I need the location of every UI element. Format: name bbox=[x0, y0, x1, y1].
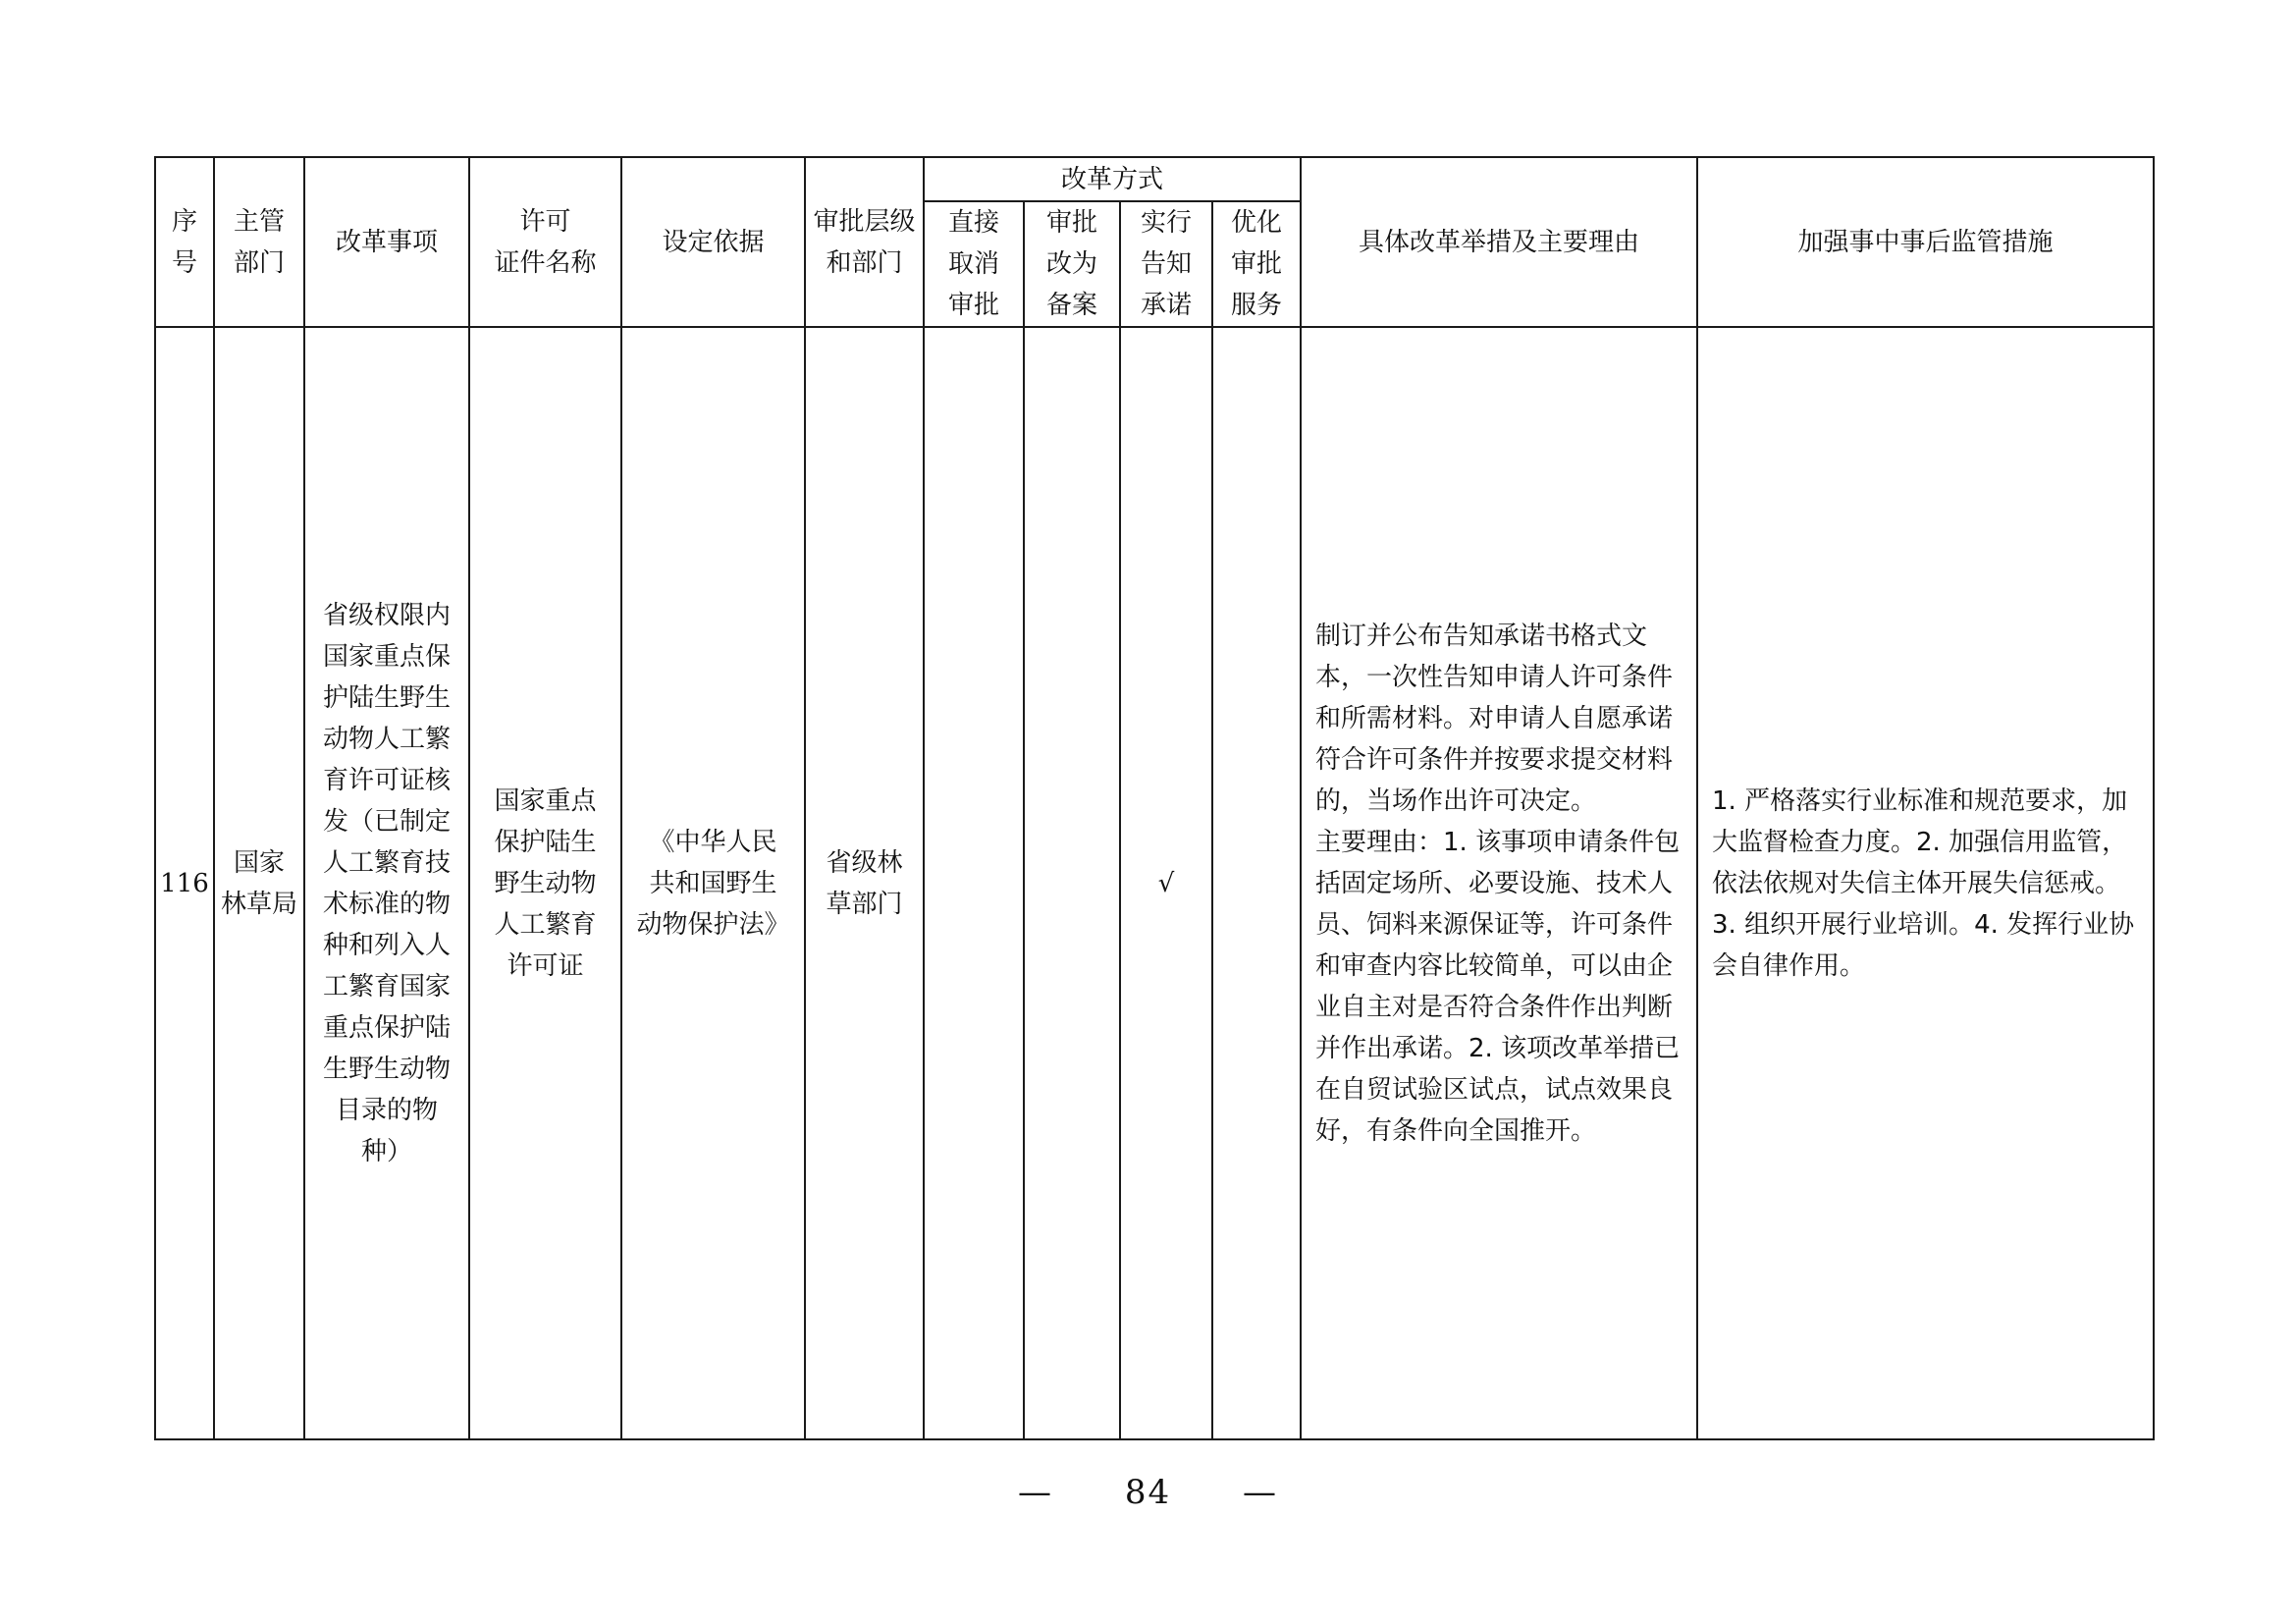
header-dept: 主管 部门 bbox=[214, 157, 304, 327]
header-mode-cancel: 直接 取消 审批 bbox=[924, 201, 1024, 327]
row-seq: 116 bbox=[155, 327, 214, 1439]
row-mode-cancel bbox=[924, 327, 1024, 1439]
header-measures: 具体改革举措及主要理由 bbox=[1301, 157, 1697, 327]
row-dept: 国家 林草局 bbox=[214, 327, 304, 1439]
row-level: 省级林 草部门 bbox=[805, 327, 924, 1439]
header-mode-notify: 实行 告知 承诺 bbox=[1120, 201, 1212, 327]
header-level: 审批层级 和部门 bbox=[805, 157, 924, 327]
header-mode-optimize: 优化 审批 服务 bbox=[1212, 201, 1301, 327]
row-measures: 制订并公布告知承诺书格式文 本，一次性告知申请人许可条件 和所需材料。对申请人自愿承诺 符合许可条件并按要求提交材料 的，当场作出许可决定。 主要理由：1. 该事项申请条件包 括固定场所、必要设施、技术人 员、饲料来源保证等，许可条件 和审查内容比较简单，可以由企 业自主对是否符合条件作出判断 并作出承诺。2. 该项改革举措已 在自贸试验区试点，试点效果良 好，有条件向全国推开。 bbox=[1301, 327, 1697, 1439]
header-license: 许可 证件名称 bbox=[469, 157, 621, 327]
reform-table bbox=[154, 156, 2155, 1440]
header-item: 改革事项 bbox=[304, 157, 469, 327]
header-supervision: 加强事中事后监管措施 bbox=[1697, 157, 2154, 327]
page-number-value: 84 bbox=[1124, 1473, 1172, 1512]
row-mode-notify-checkmark: √ bbox=[1120, 327, 1212, 1439]
header-basis: 设定依据 bbox=[621, 157, 805, 327]
page-dash-left: — bbox=[1018, 1473, 1054, 1512]
header-mode-group: 改革方式 bbox=[924, 157, 1301, 201]
row-basis: 《中华人民 共和国野生 动物保护法》 bbox=[621, 327, 805, 1439]
page-number bbox=[0, 1473, 2296, 1512]
header-seq: 序 号 bbox=[155, 157, 214, 327]
page-dash-right: — bbox=[1242, 1473, 1278, 1512]
row-item: 省级权限内 国家重点保 护陆生野生 动物人工繁 育许可证核 发（已制定 人工繁育技 术标准的物 种和列入人 工繁育国家 重点保护陆 生野生动物 目录的物 种） bbox=[304, 327, 469, 1439]
row-license: 国家重点 保护陆生 野生动物 人工繁育 许可证 bbox=[469, 327, 621, 1439]
row-supervision: 1. 严格落实行业标准和规范要求，加 大监督检查力度。2. 加强信用监管， 依法依规对失信主体开展失信惩戒。 3. 组织开展行业培训。4. 发挥行业协 会自律作用。 bbox=[1697, 327, 2154, 1439]
row-mode-optimize bbox=[1212, 327, 1301, 1439]
table-row bbox=[155, 327, 2154, 1439]
row-mode-record bbox=[1024, 327, 1120, 1439]
header-mode-record: 审批 改为 备案 bbox=[1024, 201, 1120, 327]
